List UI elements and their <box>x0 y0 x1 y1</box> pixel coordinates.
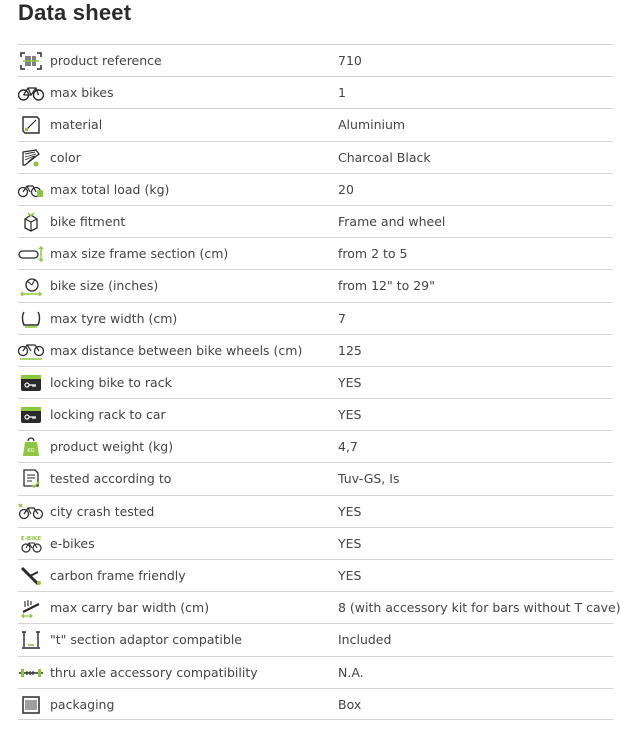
row-value: YES <box>338 503 362 519</box>
material-icon <box>18 114 44 136</box>
table-row <box>18 495 613 527</box>
row-value: 710 <box>338 53 362 68</box>
row-label: product reference <box>50 53 162 68</box>
row-label: city crash tested <box>50 503 155 519</box>
ebike-icon <box>18 533 44 555</box>
row-label: color <box>50 149 81 165</box>
table-row <box>18 334 613 366</box>
row-label: max carry bar width (cm) <box>50 600 210 616</box>
table-row <box>18 237 613 269</box>
bike-icon <box>18 82 44 104</box>
row-label: bike fitment <box>50 213 126 229</box>
row-value: YES <box>338 568 362 583</box>
page-title: Data sheet <box>18 0 132 25</box>
frame-section-icon <box>18 243 44 265</box>
wheelbase-icon <box>18 340 44 362</box>
table-row <box>18 141 613 173</box>
table-row <box>18 269 613 301</box>
row-value: Frame and wheel <box>338 213 446 229</box>
row-label: max size frame section (cm) <box>50 246 229 262</box>
row-value: Box <box>338 696 362 712</box>
t-adaptor-icon <box>18 629 44 651</box>
row-value: YES <box>338 535 362 551</box>
row-value: Aluminium <box>338 117 406 133</box>
row-value: 1 <box>338 85 346 101</box>
row-label: thru axle accessory compatibility <box>50 664 258 680</box>
row-label: bike size (inches) <box>50 278 159 294</box>
packaging-box-icon <box>18 694 44 716</box>
svg-text:KG: KG <box>27 448 35 455</box>
row-label: max distance between bike wheels (cm) <box>50 342 303 358</box>
row-value: YES <box>338 407 362 423</box>
table-row <box>18 559 613 591</box>
row-value: 20 <box>338 181 354 197</box>
lock-key-icon <box>18 404 44 426</box>
crash-test-icon <box>18 501 44 523</box>
row-label: max tyre width (cm) <box>50 310 178 326</box>
bike-fitment-icon <box>18 211 44 233</box>
table-row <box>18 205 613 237</box>
data-sheet-table <box>18 44 621 720</box>
row-label: locking rack to car <box>50 407 166 423</box>
table-row <box>18 591 621 623</box>
barcode-icon <box>18 50 44 72</box>
row-value: Included <box>338 632 392 648</box>
row-label: "t" section adaptor compatible <box>50 632 242 648</box>
row-value: 4,7 <box>338 439 358 455</box>
row-label: tested according to <box>50 471 172 487</box>
test-document-icon <box>18 468 44 490</box>
row-value: YES <box>338 374 362 390</box>
table-row <box>18 398 613 430</box>
table-row <box>18 366 613 398</box>
row-value: N.A. <box>338 664 364 680</box>
weight-icon <box>18 436 44 458</box>
table-row <box>18 302 613 334</box>
table-row <box>18 688 613 720</box>
svg-text:E-BIKE: E-BIKE <box>20 535 42 542</box>
table-row <box>18 108 613 140</box>
row-label: packaging <box>50 696 115 712</box>
table-row <box>18 76 613 108</box>
row-value: Charcoal Black <box>338 149 431 165</box>
wheel-size-icon <box>18 275 44 297</box>
table-row <box>18 623 613 655</box>
table-row <box>18 430 613 462</box>
table-row <box>18 656 613 688</box>
row-label: max total load (kg) <box>50 181 170 197</box>
table-row <box>18 44 613 76</box>
carbon-frame-icon <box>18 565 44 587</box>
carry-bar-icon <box>18 597 44 619</box>
row-label: product weight (kg) <box>50 439 174 455</box>
row-value: 125 <box>338 342 362 358</box>
table-row <box>18 527 613 559</box>
table-row <box>18 173 613 205</box>
row-label: carbon frame friendly <box>50 568 186 583</box>
row-value: from 12" to 29" <box>338 278 435 294</box>
tyre-width-icon <box>18 308 44 330</box>
lock-key-icon <box>18 372 44 394</box>
row-value: Tuv-GS, Is <box>338 471 400 487</box>
row-label: material <box>50 117 103 133</box>
row-value: 8 (with accessory kit for bars without T cave) <box>338 600 621 616</box>
color-swatch-icon <box>18 147 44 169</box>
row-value: from 2 to 5 <box>338 246 408 262</box>
bike-load-icon <box>18 179 44 201</box>
row-label: max bikes <box>50 85 114 101</box>
thru-axle-icon <box>18 662 44 684</box>
row-value: 7 <box>338 310 346 326</box>
table-row <box>18 462 613 494</box>
row-label: locking bike to rack <box>50 374 172 390</box>
row-label: e-bikes <box>50 535 95 551</box>
